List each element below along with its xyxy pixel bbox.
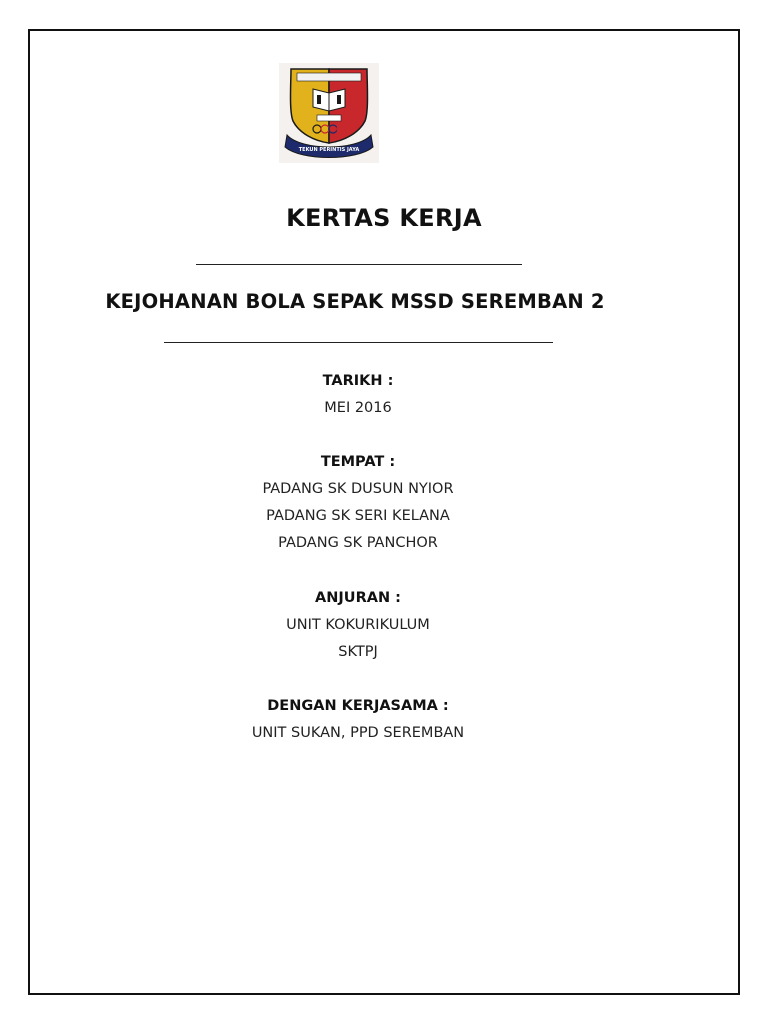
section-label: DENGAN KERJASAMA : — [267, 698, 449, 714]
section-line: PADANG SK SERI KELANA — [266, 508, 450, 524]
section-line: UNIT SUKAN, PPD SEREMBAN — [251, 725, 465, 741]
title-underline — [196, 264, 522, 265]
section-line: MEI 2016 — [324, 400, 392, 416]
section-line: PADANG SK DUSUN NYIOR — [262, 481, 454, 497]
subtitle-underline — [164, 342, 553, 343]
section-line: PADANG SK PANCHOR — [278, 535, 438, 551]
school-crest-icon — [279, 63, 379, 163]
section-tarikh — [0, 368, 716, 422]
svg-text:TEKUN PERINTIS JAYA: TEKUN PERINTIS JAYA — [298, 147, 360, 153]
section-label: TEMPAT : — [320, 454, 396, 470]
section-label: TARIKH : — [322, 373, 394, 389]
document-title: KERTAS KERJA — [286, 204, 482, 232]
section-anjuran — [0, 585, 716, 666]
section-label: ANJURAN : — [315, 590, 401, 606]
section-line: SKTPJ — [338, 644, 378, 660]
section-kerjasama — [0, 693, 716, 747]
section-tempat — [0, 449, 716, 557]
section-line: UNIT KOKURIKULUM — [286, 617, 430, 633]
document-subtitle: KEJOHANAN BOLA SEPAK MSSD SEREMBAN 2 — [105, 290, 605, 313]
